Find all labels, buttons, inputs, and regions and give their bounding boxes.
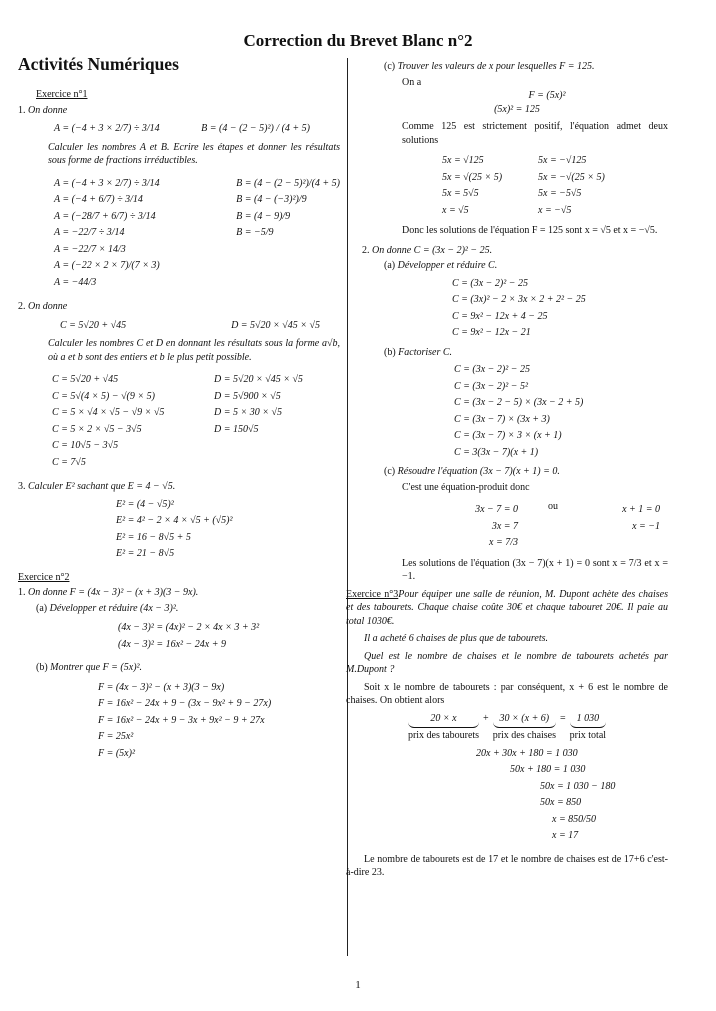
ex2-q1: 1. On donne F = (4x − 3)² − (x + 3)(3 − 9x). <box>18 587 199 598</box>
q2c-left <box>432 500 518 553</box>
q2c-step: x = 7/3 <box>489 537 518 548</box>
ex1-q1-instructions: Calculer les nombres A et B. Ecrire les étapes et donner les résultats sous forme de fractions irréductibles. <box>48 141 340 166</box>
c-sol: 5x = 5√5 <box>442 188 479 199</box>
C-step: C = 5 × √4 × √5 − √9 × √5 <box>52 407 165 418</box>
q2b-step: C = (3x − 2)² − 25 <box>454 364 531 375</box>
C-step: C = 5 × 2 × √5 − 3√5 <box>52 423 142 435</box>
A-step: A = −22/7 × 14/3 <box>54 243 126 255</box>
ex1-q1: 1. On donne <box>18 104 68 116</box>
ex3-step: 50x = 1 030 − 180 <box>540 780 616 792</box>
c-solutions-left <box>442 151 538 220</box>
A-step: A = −22/7 ÷ 3/14 <box>54 227 125 238</box>
q2c-intro: C'est une équation-produit donc <box>402 481 530 493</box>
ex2-q1c: (c) Trouver les valeurs de x pour lesquelles F = 125. <box>384 61 595 72</box>
E-step: E² = (4 − √5)² <box>116 498 174 510</box>
D-step: D = 150√5 <box>214 423 259 435</box>
ex2-b-step: F = 16x² − 24x + 9 − (3x − 9x² + 9 − 27x) <box>98 698 272 709</box>
c-conclusion: Donc les solutions de l'équation F = 125 sont x = √5 et x = −√5. <box>402 225 658 236</box>
B-step: B = (4 − (2 − 5)²)/(4 + 5) <box>236 177 340 189</box>
ex2-b-step: F = 16x² − 24x + 9 − 3x + 9x² − 9 + 27x <box>98 714 265 726</box>
D-step: D = 5 × 30 × √5 <box>214 407 282 418</box>
ex1-definitions-AB <box>18 122 340 136</box>
exercise-3-heading: Exercice n°3 <box>346 588 399 600</box>
c-solutions <box>442 151 668 220</box>
left-column <box>18 88 340 763</box>
C-step: C = 10√5 − 3√5 <box>52 440 119 451</box>
C-step: C = 5√20 + √45 <box>52 374 119 385</box>
q2b-step: C = (3x − 2 − 5) × (3x − 2 + 5) <box>454 397 584 408</box>
ex3-step: 20x + 30x + 180 = 1 030 <box>476 747 578 759</box>
ex3-step: x = 850/50 <box>552 813 596 825</box>
A-step: A = −44/3 <box>54 276 97 288</box>
page-title: Correction du Brevet Blanc n°2 <box>243 31 473 50</box>
ex3-question: Quel est le nombre de chaises et le nombre de tabourets achetés par M.Dupont ? <box>346 650 668 675</box>
ex3-conclusion: Le nombre de tabourets est de 17 et le nombre de chaises est de 17+6 c'est-à-dire 23. <box>346 853 668 878</box>
D-definition: D = 5√20 × √45 × √5 <box>231 319 320 331</box>
ex3-step: 50x = 850 <box>540 797 582 808</box>
q2c-step: x + 1 = 0 <box>622 504 660 515</box>
A-step: A = (−4 + 3 × 2/7) ÷ 3/14 <box>54 177 160 189</box>
q2b-step: C = (3x − 7) × (3x + 3) <box>454 413 550 425</box>
ex1-q3: 3. Calculer E² sachant que E = 4 − √5. <box>18 481 176 492</box>
q2c-right <box>588 500 660 553</box>
ex1-CD-solutions <box>52 370 340 472</box>
E-step: E² = 4² − 2 × 4 × √5 + (√5)² <box>116 515 233 526</box>
c-sol: x = √5 <box>442 204 469 216</box>
q2b-step: C = 3(3x − 7)(x + 1) <box>454 446 539 458</box>
C-step: C = 7√5 <box>52 456 86 468</box>
ex2-b-step: F = (4x − 3)² − (x + 3)(3 − 9x) <box>98 681 225 693</box>
q2c-step: x = −1 <box>632 520 660 532</box>
ex3-step: x = 17 <box>552 830 579 841</box>
ex2-q2a: (a) Développer et réduire C. <box>384 260 498 271</box>
brace-total: 1 030 prix total <box>569 712 607 741</box>
q2c-step: 3x = 7 <box>491 520 518 532</box>
ex2-b-steps <box>98 681 340 761</box>
C-definition: C = 5√20 + √45 <box>60 319 127 331</box>
D-steps <box>214 370 303 472</box>
ex2-a-step: (4x − 3)² = 16x² − 24x + 9 <box>118 638 226 650</box>
q2c-solutions <box>432 500 668 553</box>
ex1-definitions-CD <box>18 319 340 333</box>
ex2-a-steps <box>118 621 340 651</box>
C-step: C = 5√(4 × 5) − √(9 × 5) <box>52 390 155 402</box>
c-solutions-right <box>538 151 605 220</box>
ex1-q2: 2. On donne <box>18 301 68 312</box>
c-eq1: F = (5x)² <box>528 90 566 101</box>
q2a-step: C = (3x − 2)² − 25 <box>452 277 529 289</box>
B-step: B = (4 − (−3)²)/9 <box>236 194 307 205</box>
ex2-a-step: (4x − 3)² = (4x)² − 2 × 4x × 3 + 3² <box>118 622 260 633</box>
ex3-step: 50x + 180 = 1 030 <box>510 764 586 775</box>
q2b-step: C = (3x − 7) × 3 × (x + 1) <box>454 430 562 441</box>
E-step: E² = 21 − 8√5 <box>116 548 175 559</box>
brace-tabourets: 20 × x prix des tabourets <box>407 712 480 741</box>
ex2-b-step: F = (5x)² <box>98 747 135 759</box>
A-step: A = (−4 + 6/7) ÷ 3/14 <box>54 194 143 205</box>
ex3-brace-equation: 20 × x prix des tabourets + 30 × (x + 6) prix des chaises = 1 030 prix total <box>407 712 607 741</box>
ex1-q2-instructions: Calculer les nombres C et D en donnant les résultats sous la forme a√b, où a et b sont des entiers et b le plus petit possible. <box>48 338 340 363</box>
ex2-q2c: (c) Résoudre l'équation (3x − 7)(x + 1) = 0. <box>384 466 560 477</box>
c-on-a: On a <box>402 76 422 88</box>
ex2-q1b: (b) Montrer que F = (5x)². <box>36 662 143 673</box>
ex2-q1a: (a) Développer et réduire (4x − 3)². <box>36 602 179 614</box>
ex3-setup: Soit x le nombre de tabourets : par conséquent, x + 6 est le nombre de chaises. On obtient alors <box>346 681 668 706</box>
q2b-step: C = (3x − 2)² − 5² <box>454 380 529 392</box>
q2a-step: C = (3x)² − 2 × 3x × 2 + 2² − 25 <box>452 294 586 305</box>
D-step: D = 5√900 × √5 <box>214 390 281 402</box>
q2c-conclusion: Les solutions de l'équation (3x − 7)(x + 1) = 0 sont x = 7/3 et x = −1. <box>402 557 668 582</box>
q2a-steps <box>452 277 668 340</box>
A-definition: A = (−4 + 3 × 2/7) ÷ 3/14 <box>54 123 160 134</box>
c-sol: 5x = √(25 × 5) <box>442 171 503 183</box>
A-step: A = (−22 × 2 × 7)/(7 × 3) <box>54 260 160 271</box>
c-sol: x = −√5 <box>538 204 572 216</box>
E-step: E² = 16 − 8√5 + 5 <box>116 531 191 543</box>
q2b-steps <box>454 363 668 459</box>
section-title: Activités Numériques <box>18 54 179 74</box>
B-steps <box>236 174 340 293</box>
D-step: D = 5√20 × √45 × √5 <box>214 374 303 385</box>
B-step: B = −5/9 <box>236 227 274 238</box>
ex3-steps <box>476 747 668 843</box>
ex3-statement-2: Il a acheté 6 chaises de plus que de tabourets. <box>364 633 549 644</box>
c-sol: 5x = −5√5 <box>538 188 582 199</box>
exercise-2-heading: Exercice n°2 <box>18 571 70 583</box>
ex2-q2b: (b) Factoriser C. <box>384 346 453 358</box>
ex2-q2: 2. On donne C = (3x − 2)² − 25. <box>362 244 493 256</box>
c-sol: 5x = −√125 <box>538 155 587 166</box>
c-sol: 5x = √125 <box>442 155 484 166</box>
page-number: 1 <box>355 979 361 991</box>
B-definition: B = (4 − (2 − 5)²) / (4 + 5) <box>201 123 310 134</box>
q2c-ou: ou <box>548 501 558 512</box>
q2c-step: 3x − 7 = 0 <box>475 504 518 515</box>
brace-chaises: 30 × (x + 6) prix des chaises <box>492 712 557 741</box>
c-paragraph: Comme 125 est strictement positif, l'équation admet deux solutions <box>402 121 668 146</box>
A-steps <box>54 174 236 293</box>
ex1-AB-solutions <box>54 174 340 293</box>
ex2-b-step: F = 25x² <box>98 731 134 742</box>
c-sol: 5x = −√(25 × 5) <box>538 171 605 183</box>
q2a-step: C = 9x² − 12x − 21 <box>452 327 531 338</box>
E-steps <box>116 498 340 561</box>
C-steps <box>52 370 214 472</box>
right-column <box>346 56 668 884</box>
B-step: B = (4 − 9)/9 <box>236 210 291 222</box>
q2a-step: C = 9x² − 12x + 4 − 25 <box>452 310 548 322</box>
exercise-1-heading: Exercice n°1 <box>36 89 88 100</box>
ex3-statement: Exercice n°3Pour équiper une salle de réunion, M. Dupont achète des chaises et des tabourets. Chaque chaise coûte 30€ et chaque tabouret 20€. Il paie au total 1030€. <box>346 588 668 627</box>
A-step: A = (−28/7 + 6/7) ÷ 3/14 <box>54 210 156 222</box>
c-eq2: (5x)² = 125 <box>494 103 540 115</box>
